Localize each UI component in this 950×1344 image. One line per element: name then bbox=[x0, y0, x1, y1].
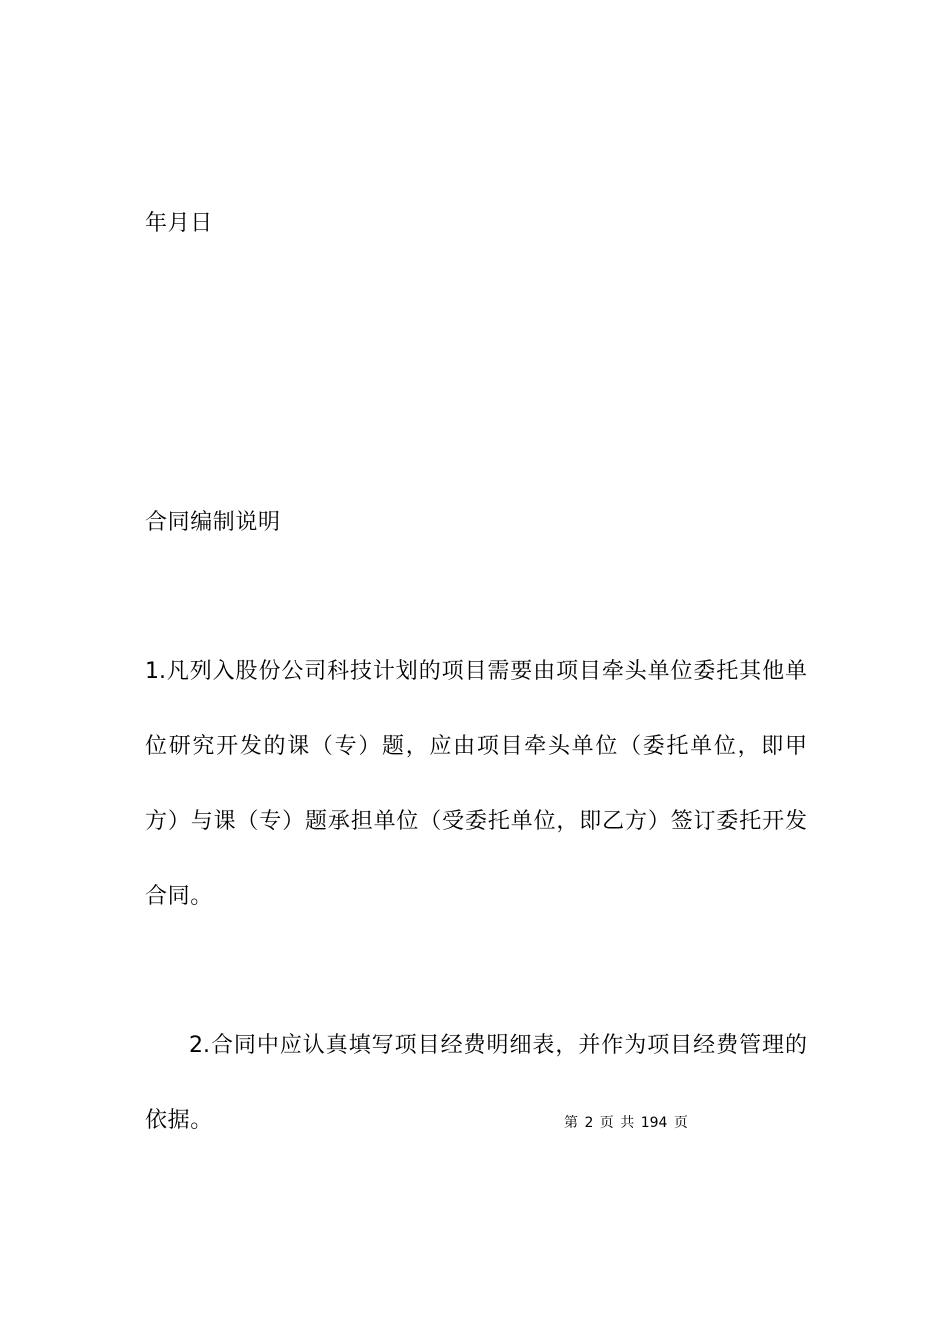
item1-line4: 合同。 bbox=[145, 884, 213, 909]
item2-line1: 2.合同中应认真填写项目经费明细表，并作为项目经费管理的 bbox=[189, 1033, 807, 1058]
item1-line2: 位研究开发的课（专）题，应由项目牵头单位（委托单位，即甲 bbox=[145, 734, 807, 759]
page-number-footer: 第 2 页 共 194 页 bbox=[564, 1115, 688, 1131]
section-title: 合同编制说明 bbox=[145, 510, 281, 535]
item1-line3: 方）与课（专）题承担单位（受委托单位，即乙方）签订委托开发 bbox=[145, 809, 807, 834]
item1-line1: 1.凡列入股份公司科技计划的项目需要由项目牵头单位委托其他单 bbox=[145, 659, 807, 684]
item2-line2: 依据。 bbox=[145, 1108, 213, 1133]
date-line: 年月日 bbox=[145, 211, 213, 236]
